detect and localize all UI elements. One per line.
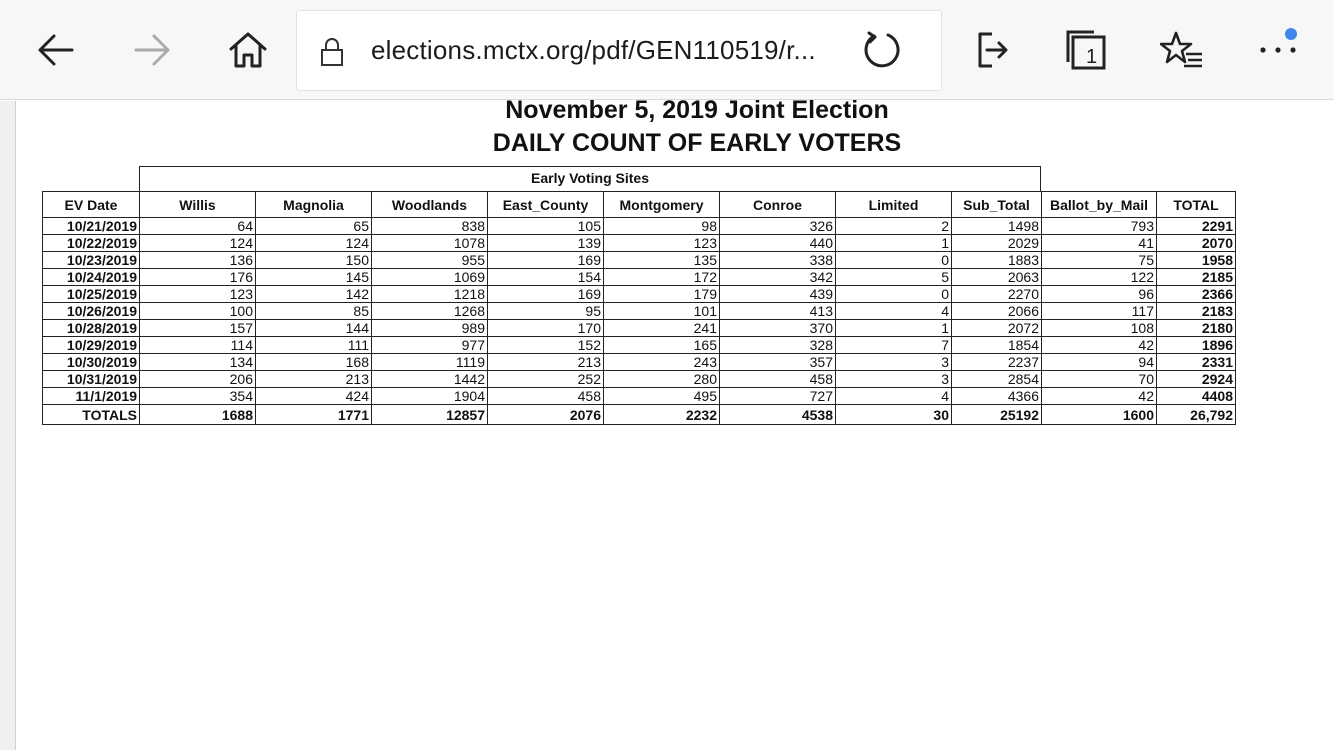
- document-title: November 5, 2019 Joint Election: [505, 96, 889, 124]
- column-header: TOTAL: [1157, 192, 1236, 218]
- table-row: [43, 235, 1236, 252]
- column-header: Limited: [836, 192, 952, 218]
- column-header: Magnolia: [256, 192, 372, 218]
- column-header: Sub_Total: [952, 192, 1042, 218]
- count-cell: 111: [256, 337, 372, 354]
- tabs-icon: [1064, 28, 1108, 72]
- count-cell: 2270: [952, 286, 1042, 303]
- count-cell: 243: [604, 354, 720, 371]
- count-cell: 95: [488, 303, 604, 320]
- count-cell: 0: [836, 252, 952, 269]
- count-cell: 977: [372, 337, 488, 354]
- count-cell: 213: [256, 371, 372, 388]
- totals-cell: 30: [836, 405, 952, 425]
- date-cell: 10/30/2019: [43, 354, 140, 371]
- count-cell: 4366: [952, 388, 1042, 405]
- table-row: [43, 337, 1236, 354]
- count-cell: 458: [488, 388, 604, 405]
- total-cell: 2185: [1157, 269, 1236, 286]
- table-row: [43, 218, 1236, 235]
- date-cell: 11/1/2019: [43, 388, 140, 405]
- count-cell: 793: [1042, 218, 1157, 235]
- count-cell: 169: [488, 286, 604, 303]
- count-cell: 4: [836, 303, 952, 320]
- table-row: [43, 354, 1236, 371]
- count-cell: 150: [256, 252, 372, 269]
- column-header: Conroe: [720, 192, 836, 218]
- count-cell: 3: [836, 354, 952, 371]
- count-cell: 280: [604, 371, 720, 388]
- lock-icon: [319, 37, 345, 72]
- table-row: [43, 371, 1236, 388]
- count-cell: 117: [1042, 303, 1157, 320]
- count-cell: 179: [604, 286, 720, 303]
- count-cell: 170: [488, 320, 604, 337]
- count-cell: 2066: [952, 303, 1042, 320]
- column-header: EV Date: [43, 192, 140, 218]
- count-cell: 989: [372, 320, 488, 337]
- table-row: [43, 388, 1236, 405]
- count-cell: 136: [140, 252, 256, 269]
- total-cell: 1958: [1157, 252, 1236, 269]
- count-cell: 1: [836, 235, 952, 252]
- count-cell: 241: [604, 320, 720, 337]
- column-header: East_County: [488, 192, 604, 218]
- totals-row: [43, 405, 1236, 425]
- count-cell: 96: [1042, 286, 1157, 303]
- count-cell: 142: [256, 286, 372, 303]
- count-cell: 123: [604, 235, 720, 252]
- count-cell: 1078: [372, 235, 488, 252]
- totals-cell: 2232: [604, 405, 720, 425]
- totals-cell: 26,792: [1157, 405, 1236, 425]
- count-cell: 338: [720, 252, 836, 269]
- totals-cell: 1771: [256, 405, 372, 425]
- total-cell: 1896: [1157, 337, 1236, 354]
- totals-cell: 1600: [1042, 405, 1157, 425]
- count-cell: 1904: [372, 388, 488, 405]
- reload-button[interactable]: [859, 29, 905, 75]
- count-cell: 955: [372, 252, 488, 269]
- count-cell: 206: [140, 371, 256, 388]
- count-cell: 1: [836, 320, 952, 337]
- home-icon: [227, 29, 269, 71]
- count-cell: 252: [488, 371, 604, 388]
- table-row: [43, 286, 1236, 303]
- count-cell: 108: [1042, 320, 1157, 337]
- count-cell: 727: [720, 388, 836, 405]
- count-cell: 144: [256, 320, 372, 337]
- count-cell: 122: [1042, 269, 1157, 286]
- count-cell: 424: [256, 388, 372, 405]
- table-row: [43, 252, 1236, 269]
- count-cell: 75: [1042, 252, 1157, 269]
- count-cell: 326: [720, 218, 836, 235]
- count-cell: 65: [256, 218, 372, 235]
- reload-icon: [861, 29, 903, 76]
- column-header: Ballot_by_Mail: [1042, 192, 1157, 218]
- count-cell: 41: [1042, 235, 1157, 252]
- count-cell: 838: [372, 218, 488, 235]
- total-cell: 2331: [1157, 354, 1236, 371]
- total-cell: 2291: [1157, 218, 1236, 235]
- totals-cell: 4538: [720, 405, 836, 425]
- early-voters-table: [42, 191, 1236, 425]
- count-cell: 134: [140, 354, 256, 371]
- count-cell: 4: [836, 388, 952, 405]
- date-cell: 10/22/2019: [43, 235, 140, 252]
- count-cell: 3: [836, 371, 952, 388]
- column-header: Montgomery: [604, 192, 720, 218]
- date-cell: 10/29/2019: [43, 337, 140, 354]
- count-cell: 1442: [372, 371, 488, 388]
- count-cell: 1854: [952, 337, 1042, 354]
- count-cell: 100: [140, 303, 256, 320]
- count-cell: 152: [488, 337, 604, 354]
- count-cell: 154: [488, 269, 604, 286]
- count-cell: 458: [720, 371, 836, 388]
- count-cell: 342: [720, 269, 836, 286]
- count-cell: 2063: [952, 269, 1042, 286]
- tabs-button[interactable]: [1056, 20, 1116, 80]
- count-cell: 105: [488, 218, 604, 235]
- total-cell: 2924: [1157, 371, 1236, 388]
- totals-cell: 12857: [372, 405, 488, 425]
- count-cell: 440: [720, 235, 836, 252]
- count-cell: 172: [604, 269, 720, 286]
- date-cell: 10/26/2019: [43, 303, 140, 320]
- back-button[interactable]: [26, 20, 86, 80]
- header-row: [43, 192, 1236, 218]
- browser-toolbar: [0, 0, 1334, 100]
- count-cell: 495: [604, 388, 720, 405]
- totals-cell: 25192: [952, 405, 1042, 425]
- count-cell: 94: [1042, 354, 1157, 371]
- more-button[interactable]: [1248, 20, 1308, 80]
- count-cell: 2237: [952, 354, 1042, 371]
- tab-count: 1: [1086, 46, 1098, 68]
- count-cell: 145: [256, 269, 372, 286]
- count-cell: 176: [140, 269, 256, 286]
- count-cell: 124: [256, 235, 372, 252]
- count-cell: 123: [140, 286, 256, 303]
- count-cell: 439: [720, 286, 836, 303]
- count-cell: 413: [720, 303, 836, 320]
- total-cell: 2183: [1157, 303, 1236, 320]
- forward-arrow-icon: [132, 30, 172, 70]
- count-cell: 135: [604, 252, 720, 269]
- home-button[interactable]: [218, 20, 278, 80]
- count-cell: 85: [256, 303, 372, 320]
- count-cell: 165: [604, 337, 720, 354]
- column-header: Willis: [140, 192, 256, 218]
- count-cell: 0: [836, 286, 952, 303]
- date-cell: 10/25/2019: [43, 286, 140, 303]
- table-row: [43, 269, 1236, 286]
- count-cell: 70: [1042, 371, 1157, 388]
- count-cell: 2: [836, 218, 952, 235]
- totals-label: TOTALS: [43, 405, 140, 425]
- table-row: [43, 303, 1236, 320]
- date-cell: 10/28/2019: [43, 320, 140, 337]
- share-button[interactable]: [960, 20, 1020, 80]
- count-cell: 1218: [372, 286, 488, 303]
- column-header: Woodlands: [372, 192, 488, 218]
- date-cell: 10/21/2019: [43, 218, 140, 235]
- count-cell: 2854: [952, 371, 1042, 388]
- totals-cell: 1688: [140, 405, 256, 425]
- count-cell: 98: [604, 218, 720, 235]
- back-arrow-icon: [36, 30, 76, 70]
- count-cell: 1268: [372, 303, 488, 320]
- early-voting-sites-label: Early Voting Sites: [531, 170, 649, 186]
- count-cell: 370: [720, 320, 836, 337]
- total-cell: 2070: [1157, 235, 1236, 252]
- notification-dot: [1285, 28, 1297, 40]
- count-cell: 1069: [372, 269, 488, 286]
- totals-cell: 2076: [488, 405, 604, 425]
- count-cell: 1498: [952, 218, 1042, 235]
- count-cell: 357: [720, 354, 836, 371]
- count-cell: 213: [488, 354, 604, 371]
- count-cell: 5: [836, 269, 952, 286]
- total-cell: 2180: [1157, 320, 1236, 337]
- total-cell: 4408: [1157, 388, 1236, 405]
- date-cell: 10/24/2019: [43, 269, 140, 286]
- count-cell: 169: [488, 252, 604, 269]
- favorites-icon: [1160, 30, 1204, 70]
- page-gutter: [0, 101, 16, 750]
- count-cell: 114: [140, 337, 256, 354]
- date-cell: 10/23/2019: [43, 252, 140, 269]
- count-cell: 354: [140, 388, 256, 405]
- count-cell: 328: [720, 337, 836, 354]
- address-bar[interactable]: [296, 10, 942, 91]
- document-subtitle: DAILY COUNT OF EARLY VOTERS: [492, 129, 902, 157]
- count-cell: 157: [140, 320, 256, 337]
- count-cell: 101: [604, 303, 720, 320]
- count-cell: 2029: [952, 235, 1042, 252]
- total-cell: 2366: [1157, 286, 1236, 303]
- favorites-button[interactable]: [1152, 20, 1212, 80]
- count-cell: 124: [140, 235, 256, 252]
- count-cell: 7: [836, 337, 952, 354]
- share-icon: [970, 28, 1010, 72]
- count-cell: 42: [1042, 337, 1157, 354]
- count-cell: 2072: [952, 320, 1042, 337]
- count-cell: 42: [1042, 388, 1157, 405]
- forward-button[interactable]: [122, 20, 182, 80]
- count-cell: 139: [488, 235, 604, 252]
- count-cell: 1883: [952, 252, 1042, 269]
- more-icon: [1258, 45, 1298, 55]
- count-cell: 64: [140, 218, 256, 235]
- count-cell: 168: [256, 354, 372, 371]
- date-cell: 10/31/2019: [43, 371, 140, 388]
- count-cell: 1119: [372, 354, 488, 371]
- url-text[interactable]: elections.mctx.org/pdf/GEN110519/r...: [371, 35, 816, 65]
- table-row: [43, 320, 1236, 337]
